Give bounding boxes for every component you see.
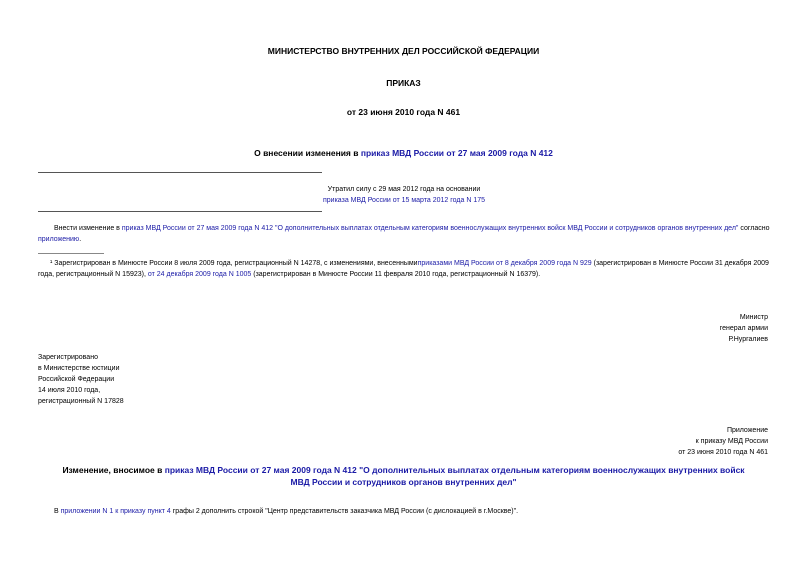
change-heading — [0, 464, 807, 488]
change-p-link-2[interactable]: пункт 4 — [145, 508, 171, 515]
footnote-text-3: (зарегистрирован в Минюсте России 11 февраля 2010 года, регистрационный N 16379). — [251, 271, 541, 278]
registration-line-3: Российской Федерации — [38, 376, 115, 383]
change-paragraph — [54, 506, 770, 517]
footnote-marker: ¹ — [50, 260, 53, 267]
body-paragraph — [38, 223, 770, 245]
change-heading-line-1 — [0, 464, 807, 476]
doc-title-prefix: О внесении изменения в — [254, 148, 361, 158]
status-note-text: Утратил силу с 29 мая 2012 года на основании — [327, 186, 481, 193]
registration-line-2: в Министерстве юстиции — [38, 365, 120, 372]
body-p1-link[interactable]: приказ МВД России от 27 мая 2009 года N 412 "О дополнительных выплатах отдельным категориям военнослужащих внутренних войск МВД России и сотрудников органов внутренних дел" — [121, 225, 739, 232]
signature-position: Министр — [739, 314, 768, 321]
change-p-text: графы 2 дополнить строкой "Центр представительств заказчика МВД России (с дислокацией в г.Москве)". — [170, 508, 519, 515]
appendix-line-3: от 23 июня 2010 года N 461 — [678, 449, 768, 456]
status-note — [300, 184, 508, 206]
registration-line-5: регистрационный N 17828 — [38, 398, 124, 405]
registration-line-4: 14 июля 2010 года, — [38, 387, 101, 394]
status-note-link[interactable]: приказа МВД России от 15 марта 2012 года N 175 — [322, 197, 485, 204]
signature-name: Р.Нургалиев — [728, 336, 768, 343]
change-p-prefix: В — [54, 508, 61, 515]
body-p1-appendix-link[interactable]: приложению — [38, 236, 80, 243]
footnote-link-1[interactable]: приказами МВД России от 8 декабря 2009 года N 929 — [417, 260, 592, 267]
appendix-line-2: к приказу МВД России — [695, 438, 768, 445]
footnote-divider — [38, 253, 104, 254]
appendix-line-1: Приложение — [726, 427, 768, 434]
body-p1-end: . — [79, 236, 82, 243]
registration-block — [38, 352, 238, 407]
ministry-heading: МИНИСТЕРСТВО ВНУТРЕННИХ ДЕЛ РОССИЙСКОЙ ФЕДЕРАЦИИ — [267, 46, 540, 56]
footnote-text-2: (зарегистрирован в Минюсте России 31 декабря 2009 года, регистрационный N 15923), — [38, 260, 769, 278]
footnote-text-1: Зарегистрирован в Минюсте России 8 июля 2009 года, регистрационный N 14278, с изменениями, внесенными — [52, 260, 418, 267]
doc-type-heading: ПРИКАЗ — [386, 78, 421, 88]
footnote — [38, 258, 770, 280]
change-p-link-1[interactable]: приложении N 1 к приказу — [60, 508, 146, 515]
divider-bottom — [38, 211, 322, 212]
body-p1-mid: согласно — [738, 225, 770, 232]
change-heading-line-2[interactable]: МВД России и сотрудников органов внутренних дел" — [290, 477, 517, 487]
signature-block — [568, 312, 768, 345]
change-heading-prefix: Изменение, вносимое в — [62, 465, 165, 475]
footnote-link-2[interactable]: от 24 декабря 2009 года N 1005 — [147, 271, 252, 278]
doc-title — [0, 148, 807, 158]
body-p1-prefix: Внести изменение в — [54, 225, 122, 232]
doc-date-number: от 23 июня 2010 года N 461 — [346, 107, 461, 117]
doc-title-link[interactable]: приказ МВД России от 27 мая 2009 года N 412 — [360, 148, 553, 158]
appendix-block — [568, 425, 768, 458]
divider-top — [38, 172, 322, 173]
change-heading-link[interactable]: приказ МВД России от 27 мая 2009 года N 412 "О дополнительных выплатах отдельным категориям военнослужащих внутренних войск — [164, 465, 745, 475]
signature-rank: генерал армии — [719, 325, 768, 332]
registration-line-1: Зарегистрировано — [38, 354, 98, 361]
